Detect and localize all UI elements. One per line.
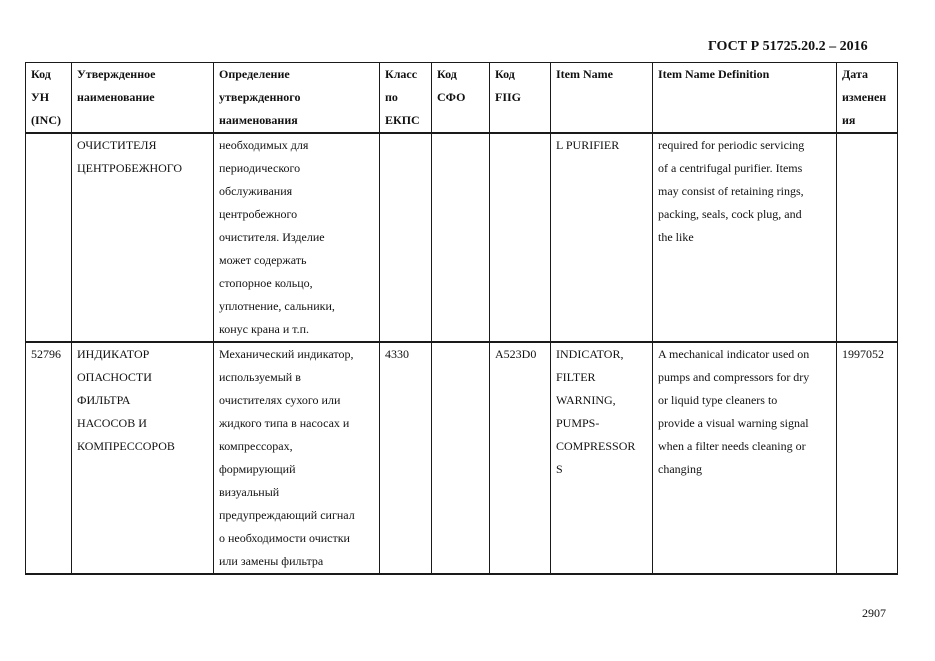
cell-item-name-definition: required for periodic servicing of a centrifugal purifier. Items may consist of retaining rings, packing, seals, cock plug, and the like bbox=[653, 133, 837, 342]
classification-table bbox=[25, 62, 898, 575]
col-header-definition: Определение утвержденного наименования bbox=[214, 63, 380, 134]
cell-item-name-definition: A mechanical indicator used on pumps and compressors for dry or liquid type cleaners to provide a visual warning signal when a filter needs cleaning or changing bbox=[653, 342, 837, 574]
cell-change-date bbox=[837, 133, 898, 342]
col-header-item-name: Item Name bbox=[551, 63, 653, 134]
col-header-class: Класс по ЕКПС bbox=[380, 63, 432, 134]
cell-item-name: L PURIFIER bbox=[551, 133, 653, 342]
cell-item-name: INDICATOR, FILTER WARNING, PUMPS- COMPRESSOR S bbox=[551, 342, 653, 574]
table-row bbox=[26, 342, 898, 574]
cell-change-date: 1997052 bbox=[837, 342, 898, 574]
col-header-change-date: Дата изменен ия bbox=[837, 63, 898, 134]
cell-fiig-code bbox=[490, 133, 551, 342]
standard-designation: ГОСТ Р 51725.20.2 – 2016 bbox=[708, 39, 868, 54]
table-header-row bbox=[26, 63, 898, 134]
cell-approved-name: ИНДИКАТОР ОПАСНОСТИ ФИЛЬТРА НАСОСОВ И КОМПРЕССОРОВ bbox=[72, 342, 214, 574]
cell-class bbox=[380, 133, 432, 342]
col-header-sfo-code: Код СФО bbox=[432, 63, 490, 134]
col-header-inc: Код УН (INC) bbox=[26, 63, 72, 134]
page-number: 2907 bbox=[862, 606, 886, 620]
cell-sfo-code bbox=[432, 342, 490, 574]
cell-inc: 52796 bbox=[26, 342, 72, 574]
cell-definition: Механический индикатор, используемый в очистителях сухого или жидкого типа в насосах и компрессорах, формирующий визуальный предупреждающий сигнал о необходимости очистки или замены фильтра bbox=[214, 342, 380, 574]
cell-definition: необходимых для периодического обслуживания центробежного очистителя. Изделие может содержать стопорное кольцо, уплотнение, сальники, конус крана и т.п. bbox=[214, 133, 380, 342]
cell-approved-name: ОЧИСТИТЕЛЯ ЦЕНТРОБЕЖНОГО bbox=[72, 133, 214, 342]
col-header-item-name-definition: Item Name Definition bbox=[653, 63, 837, 134]
col-header-approved-name: Утвержденное наименование bbox=[72, 63, 214, 134]
cell-inc bbox=[26, 133, 72, 342]
table-row bbox=[26, 133, 898, 342]
cell-sfo-code bbox=[432, 133, 490, 342]
col-header-fiig-code: Код FIIG bbox=[490, 63, 551, 134]
cell-fiig-code: A523D0 bbox=[490, 342, 551, 574]
cell-class: 4330 bbox=[380, 342, 432, 574]
